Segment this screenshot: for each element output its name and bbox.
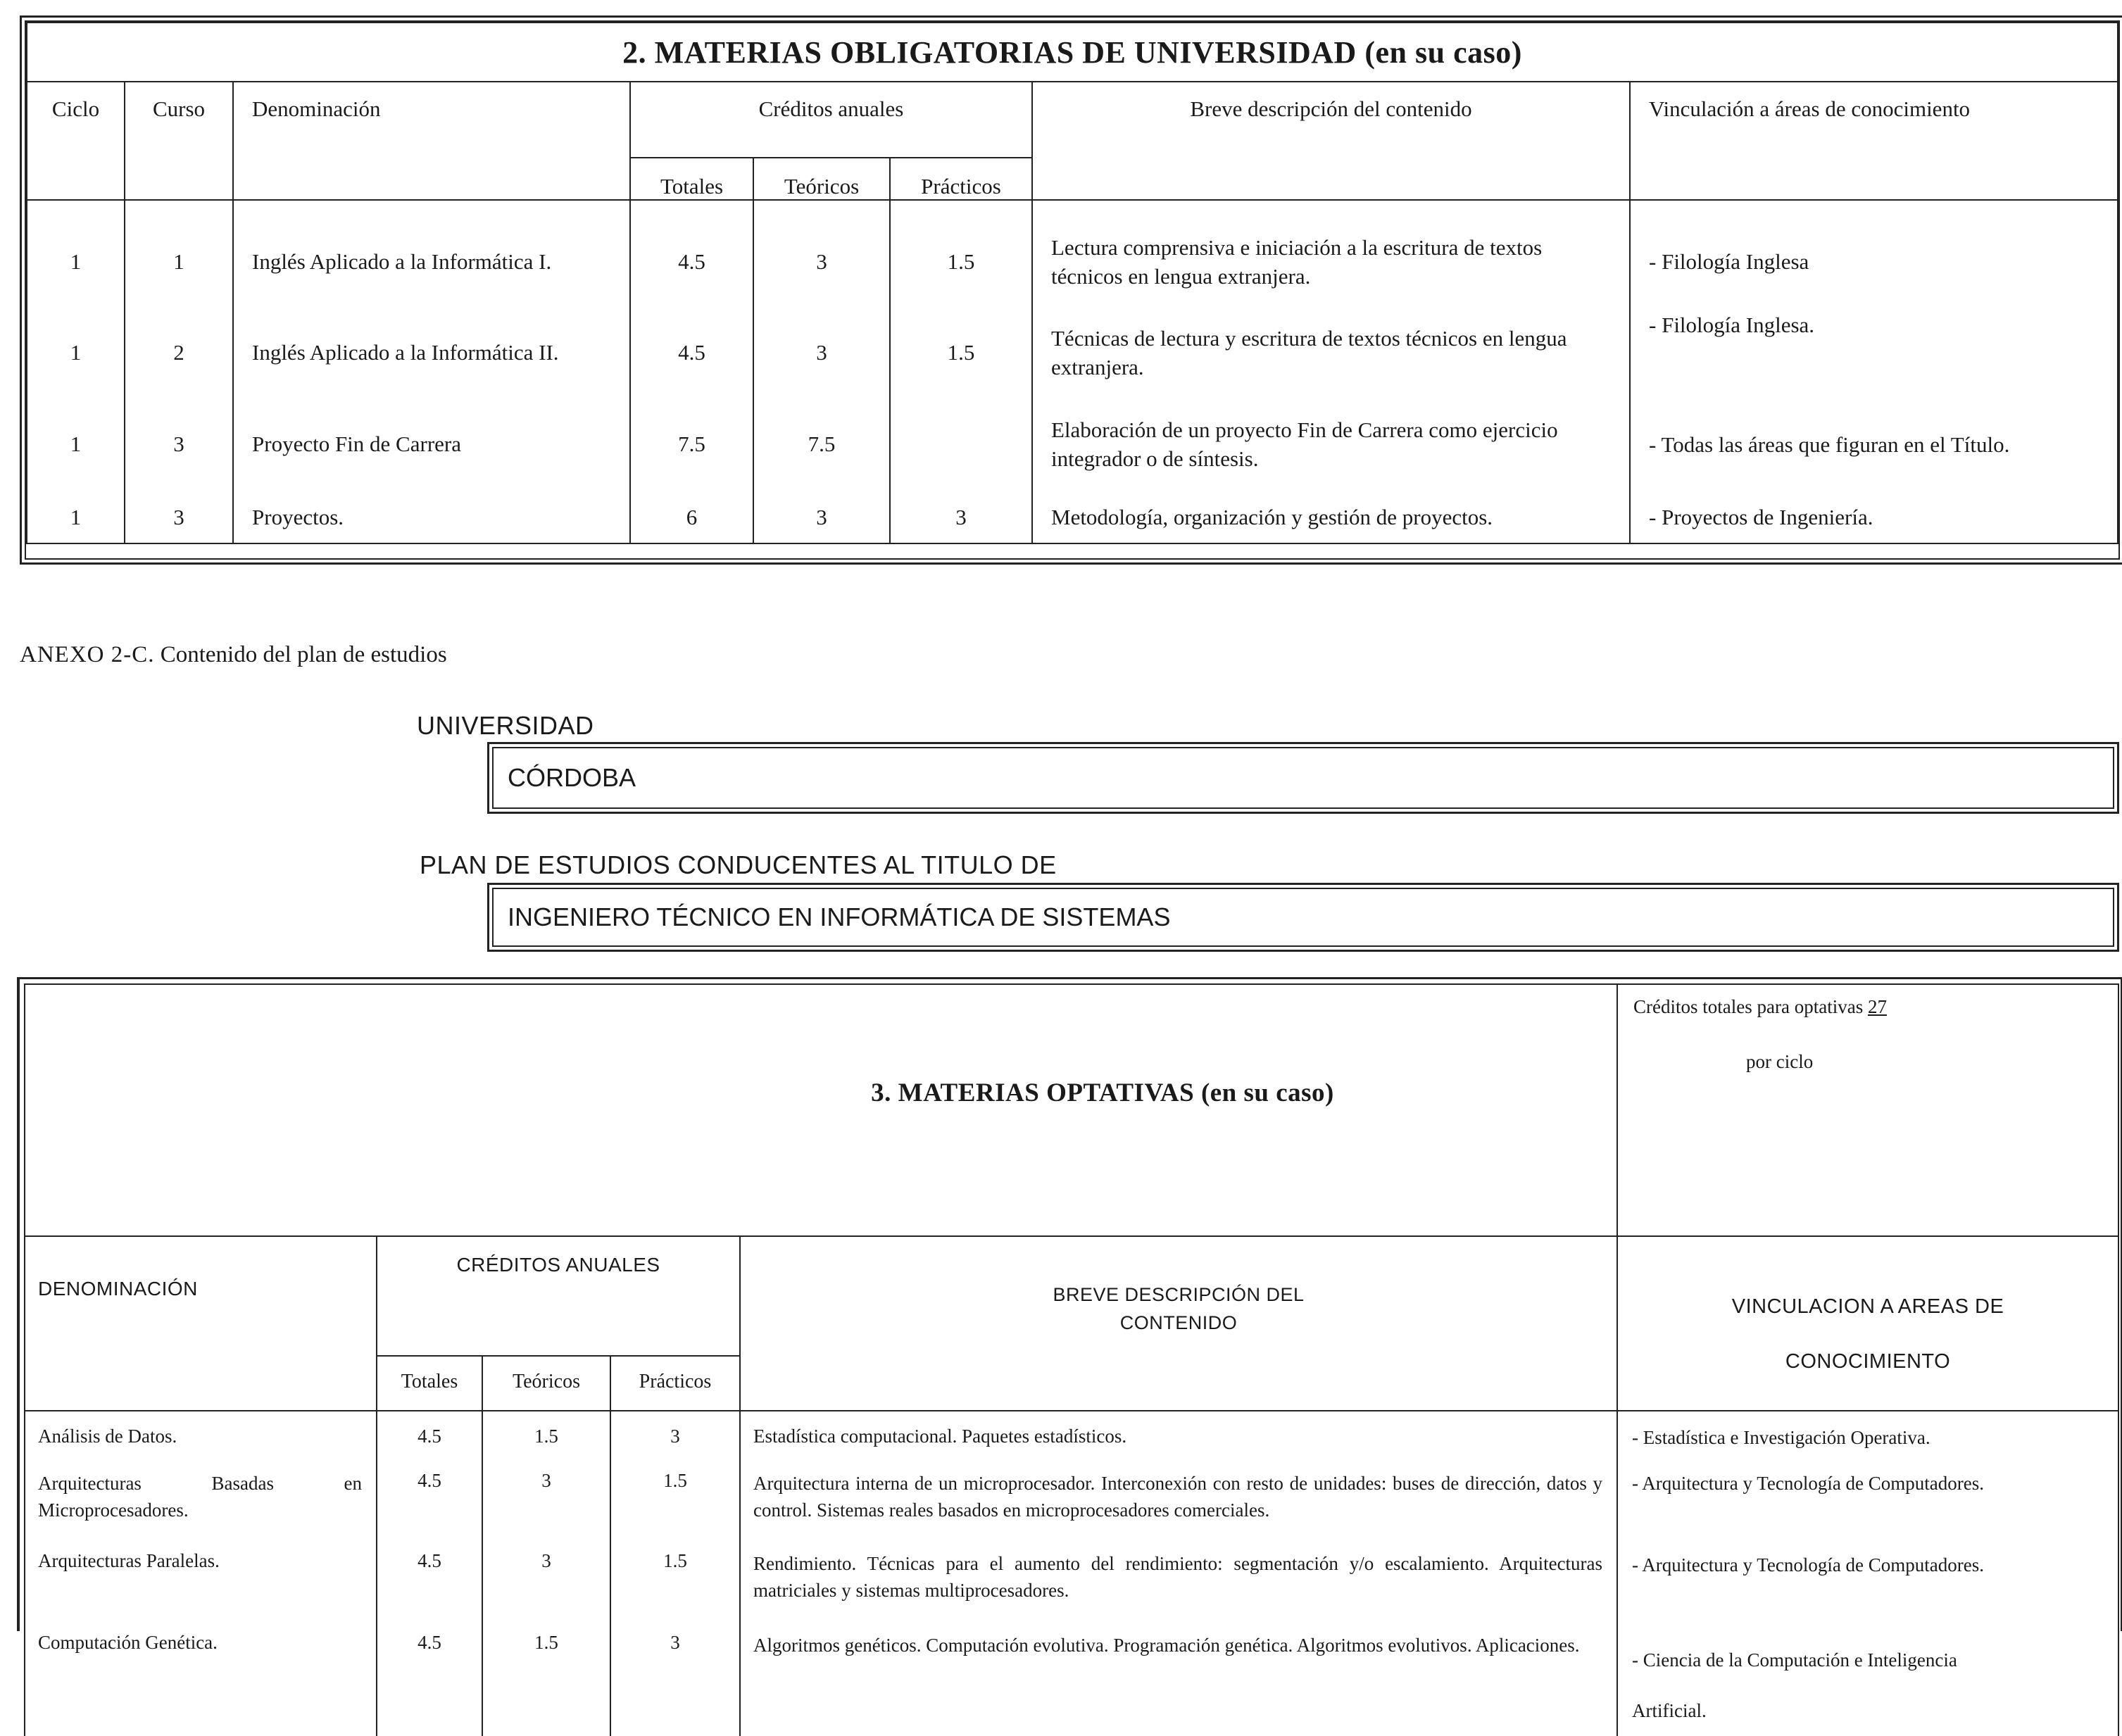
opt-row-vinculacion: - Arquitectura y Tecnología de Computadores. xyxy=(1617,1463,2118,1545)
plan-label: PLAN DE ESTUDIOS CONDUCENTES AL TITULO DE xyxy=(420,850,1057,879)
header-vinculacion-line1: VINCULACION A AREAS DE xyxy=(1731,1295,2004,1318)
opt-row-denominacion: Arquitecturas Paralelas. xyxy=(25,1545,377,1625)
row-descripcion: Lectura comprensiva e iniciación a la escritura de textos técnicos en lengua extranjera. xyxy=(1032,200,1630,308)
row-vinculacion: - Filología Inglesa. xyxy=(1630,308,2118,397)
row-ciclo: 1 xyxy=(27,397,125,491)
row-teoricos: 3 xyxy=(753,491,890,543)
row-practicos: 3 xyxy=(890,491,1032,543)
creditos-totales-label: Créditos totales para optativas xyxy=(1633,996,1864,1017)
header-vinculacion: Vinculación a áreas de conocimiento xyxy=(1630,82,2118,200)
opt-row-denominacion: Computación Genética. xyxy=(25,1625,377,1736)
row-descripcion: Metodología, organización y gestión de proyectos. xyxy=(1032,491,1630,543)
header-descripcion-line2: CONTENIDO xyxy=(1119,1312,1238,1333)
section3-title: 3. MATERIAS OPTATIVAS (en su caso) xyxy=(25,984,1617,1236)
header-totales: Totales xyxy=(630,158,753,200)
optativas-table xyxy=(24,983,2119,1736)
row-denominacion: Proyectos. xyxy=(233,491,630,543)
header-descripcion: Breve descripción del contenido xyxy=(1032,82,1630,200)
header-practicos: Prácticos xyxy=(890,158,1032,200)
opt-row-descripcion: Rendimiento. Técnicas para el aumento del rendimiento: segmentación y/o escalamiento. Arquitecturas matriciales y sistemas multiprocesadores. xyxy=(740,1545,1617,1625)
row-teoricos: 3 xyxy=(753,200,890,308)
plan-value: INGENIERO TÉCNICO EN INFORMÁTICA DE SISTEMAS xyxy=(492,888,2114,947)
header-teoricos: Teóricos xyxy=(482,1356,610,1411)
row-denominacion: Inglés Aplicado a la Informática II. xyxy=(233,308,630,397)
row-teoricos: 3 xyxy=(753,308,890,397)
header-ciclo: Ciclo xyxy=(27,82,125,200)
opt-row-vinculacion: - Arquitectura y Tecnología de Computadores. xyxy=(1617,1545,2118,1625)
anexo-text: Contenido del plan de estudios xyxy=(160,642,447,667)
row-curso: 3 xyxy=(125,397,233,491)
header-creditos-anuales: Créditos anuales xyxy=(630,82,1032,158)
header-descripcion-line1: BREVE DESCRIPCIÓN DEL xyxy=(1053,1284,1305,1305)
obligatorias-table xyxy=(26,22,2118,544)
row-totales: 4.5 xyxy=(630,308,753,397)
row-teoricos: 7.5 xyxy=(753,397,890,491)
opt-row-denominacion: Arquitecturas Basadas en Microprocesadores. xyxy=(25,1463,377,1545)
row-curso: 2 xyxy=(125,308,233,397)
header-descripcion xyxy=(740,1236,1617,1411)
header-practicos: Prácticos xyxy=(610,1356,740,1411)
opt-row-totales: 4.5 xyxy=(377,1545,482,1625)
header-creditos-anuales: CRÉDITOS ANUALES xyxy=(377,1236,740,1356)
row-ciclo: 1 xyxy=(27,491,125,543)
row-totales: 4.5 xyxy=(630,200,753,308)
opt-row-practicos: 1.5 xyxy=(610,1463,740,1545)
anexo-line xyxy=(20,642,447,668)
opt-row-practicos: 3 xyxy=(610,1625,740,1736)
opt-row-teoricos: 1.5 xyxy=(482,1625,610,1736)
header-denominacion: DENOMINACIÓN xyxy=(25,1236,377,1411)
creditos-totales-cell xyxy=(1617,984,2118,1236)
por-ciclo: por ciclo xyxy=(1746,1051,1814,1072)
opt-row-practicos: 1.5 xyxy=(610,1545,740,1625)
header-totales: Totales xyxy=(377,1356,482,1411)
header-vinculacion-line2: CONOCIMIENTO xyxy=(1785,1350,1951,1373)
header-teoricos: Teóricos xyxy=(753,158,890,200)
section2-title: 2. MATERIAS OBLIGATORIAS DE UNIVERSIDAD (en su caso) xyxy=(27,23,2118,82)
opt-row-descripcion: Estadística computacional. Paquetes estadísticos. xyxy=(740,1411,1617,1463)
opt-row-totales: 4.5 xyxy=(377,1463,482,1545)
row-ciclo: 1 xyxy=(27,200,125,308)
opt-row-denominacion: Análisis de Datos. xyxy=(25,1411,377,1463)
row-practicos: 1.5 xyxy=(890,200,1032,308)
opt-row-totales: 4.5 xyxy=(377,1625,482,1736)
universidad-label: UNIVERSIDAD xyxy=(417,711,594,740)
opt-row-teoricos: 1.5 xyxy=(482,1411,610,1463)
row-vinculacion: - Todas las áreas que figuran en el Título. xyxy=(1630,397,2118,491)
universidad-value: CÓRDOBA xyxy=(492,747,2114,809)
row-curso: 1 xyxy=(125,200,233,308)
row-vinculacion: - Filología Inglesa xyxy=(1630,200,2118,308)
creditos-totales-value: 27 xyxy=(1867,996,1887,1017)
opt-row-vinculacion: - Ciencia de la Computación e Inteligencia Artificial. xyxy=(1617,1625,2118,1736)
row-curso: 3 xyxy=(125,491,233,543)
universidad-box xyxy=(487,742,2119,814)
row-totales: 7.5 xyxy=(630,397,753,491)
obligatorias-table-frame xyxy=(20,15,2122,565)
opt-row-teoricos: 3 xyxy=(482,1463,610,1545)
header-vinculacion xyxy=(1617,1236,2118,1411)
row-totales: 6 xyxy=(630,491,753,543)
opt-row-totales: 4.5 xyxy=(377,1411,482,1463)
row-descripcion: Elaboración de un proyecto Fin de Carrera como ejercicio integrador o de síntesis. xyxy=(1032,397,1630,491)
row-practicos xyxy=(890,397,1032,491)
optativas-table-frame xyxy=(17,977,2122,1721)
header-denominacion: Denominación xyxy=(233,82,630,200)
row-vinculacion: - Proyectos de Ingeniería. xyxy=(1630,491,2118,543)
opt-row-vinculacion: - Estadística e Investigación Operativa. xyxy=(1617,1411,2118,1463)
row-denominacion: Inglés Aplicado a la Informática I. xyxy=(233,200,630,308)
opt-row-practicos: 3 xyxy=(610,1411,740,1463)
row-ciclo: 1 xyxy=(27,308,125,397)
row-descripcion: Técnicas de lectura y escritura de textos técnicos en lengua extranjera. xyxy=(1032,308,1630,397)
opt-row-descripcion: Algoritmos genéticos. Computación evolutiva. Programación genética. Algoritmos evolutivos. Aplicaciones. xyxy=(740,1625,1617,1736)
row-denominacion: Proyecto Fin de Carrera xyxy=(233,397,630,491)
row-practicos: 1.5 xyxy=(890,308,1032,397)
header-curso: Curso xyxy=(125,82,233,200)
plan-box xyxy=(487,883,2119,952)
anexo-label: ANEXO 2-C. xyxy=(20,642,155,667)
opt-row-descripcion: Arquitectura interna de un microprocesador. Interconexión con resto de unidades: buses de dirección, datos y control. Sistemas reales basados en microprocesadores comerciales. xyxy=(740,1463,1617,1545)
opt-row-teoricos: 3 xyxy=(482,1545,610,1625)
